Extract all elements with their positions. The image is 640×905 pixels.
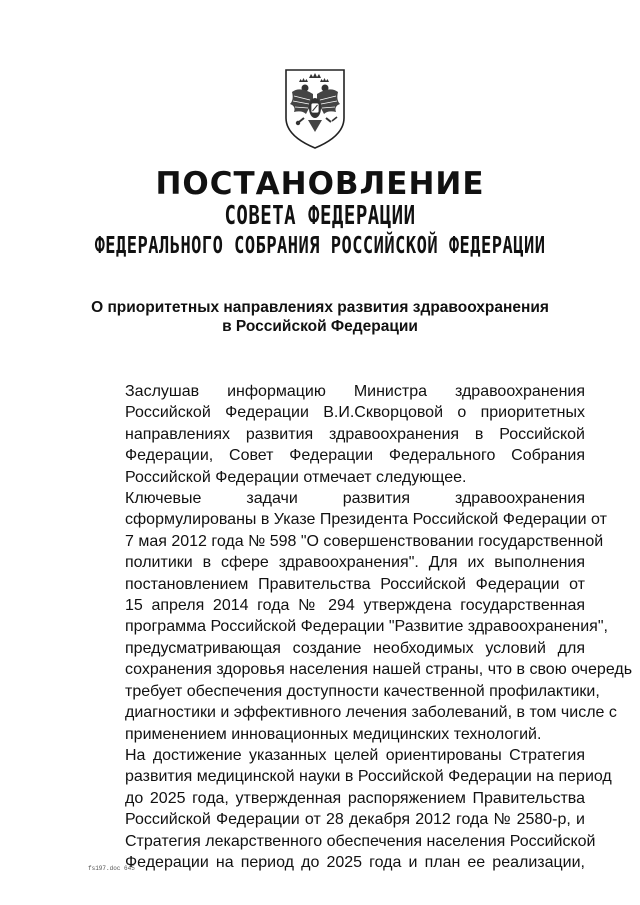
- issuer-council: СОВЕТА ФЕДЕРАЦИИ: [224, 201, 416, 231]
- body-paragraph: [79, 745, 612, 873]
- text-line: развития медицинской науки в Российской Федерации на период: [125, 768, 612, 786]
- issuer-assembly: ФЕДЕРАЛЬНОГО СОБРАНИЯ РОССИЙСКОЙ ФЕДЕРАЦИИ: [94, 232, 546, 260]
- text-line: 15 апреля 2014 года № 294 утверждена государственная: [125, 597, 585, 615]
- text-line: постановлением Правительства Российской Федерации от: [125, 575, 585, 593]
- text-line: до 2025 года, утвержденная распоряжением Правительства: [125, 789, 585, 807]
- text-line: Российской Федерации отмечает следующее.: [125, 468, 467, 486]
- text-line: применением инновационных медицинских технологий.: [125, 725, 542, 743]
- text-line: Ключевые задачи развития здравоохранения: [125, 490, 585, 508]
- body-paragraph: [79, 488, 633, 745]
- text-line: Стратегия лекарственного обеспечения населения Российской: [125, 832, 596, 850]
- document-type-title: ПОСТАНОВЛЕНИЕ: [155, 166, 485, 202]
- text-line: Федерации на период до 2025 года и план ее реализации,: [125, 853, 585, 871]
- text-line: Российской Федерации В.И.Скворцовой о приоритетных: [125, 404, 585, 422]
- subject-line: в Российской Федерации: [222, 318, 418, 335]
- body-paragraph: [79, 381, 585, 488]
- text-line: сохранения здоровья населения нашей страны, что в свою очередь: [125, 661, 633, 679]
- document-body: [79, 381, 633, 873]
- text-line: направлениях развития здравоохранения в Российской: [125, 425, 585, 443]
- text-line: программа Российской Федерации "Развитие здравоохранения",: [125, 618, 608, 636]
- text-line: диагностики и эффективного лечения заболеваний, в том числе с: [125, 704, 617, 722]
- text-line: Российской Федерации от 28 декабря 2012 года № 2580-р, и: [125, 811, 585, 829]
- subject-line: О приоритетных направлениях развития здравоохранения: [91, 299, 549, 316]
- document-subject: [80, 298, 560, 336]
- text-line: Заслушав информацию Министра здравоохранения: [125, 383, 585, 400]
- document-file-code: fs197.doc 645: [88, 865, 135, 872]
- text-line: предусматривающая создание необходимых условий для: [125, 639, 585, 657]
- text-line: сформулированы в Указе Президента Российской Федерации от: [125, 511, 607, 529]
- text-line: требует обеспечения доступности качественной профилактики,: [125, 682, 600, 700]
- text-line: политики в сфере здравоохранения". Для их выполнения: [125, 554, 585, 572]
- text-line: На достижение указанных целей ориентированы Стратегия: [125, 746, 585, 764]
- text-line: 7 мая 2012 года № 598 "О совершенствовании государственной: [125, 532, 604, 550]
- text-line: Федерации, Совет Федерации Федерального Собрания: [125, 447, 585, 465]
- coat-of-arms-emblem: [272, 66, 358, 152]
